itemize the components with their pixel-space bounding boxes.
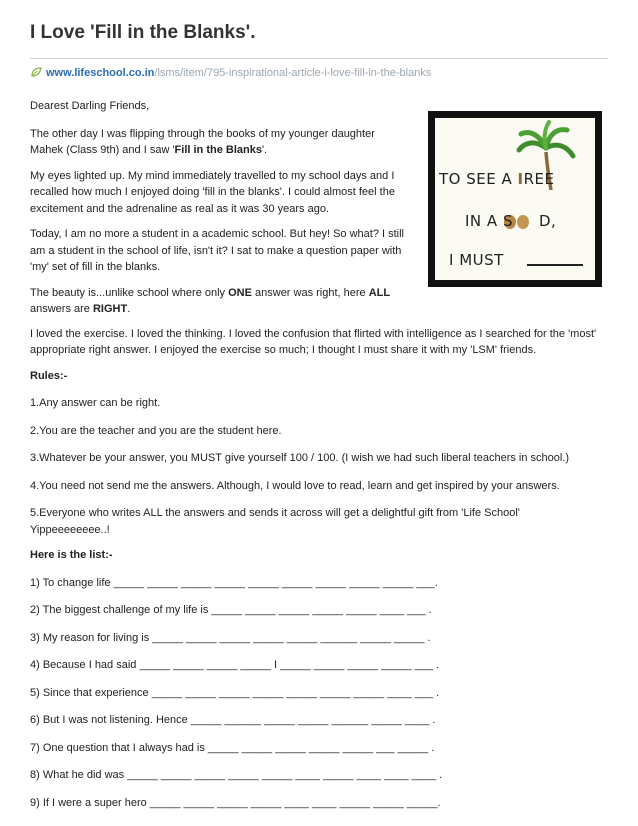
paragraph: My eyes lighted up. My mind immediately travelled to my school days and I recalled how much I enjoyed doing 'fill in the blanks'. I could almost feel the excitement and the adrenaline as real as it was 30 years ago. [30,169,395,215]
rules-heading: Rules:- [30,369,68,382]
image-text-line-2: IN A S D, [465,212,557,230]
blank-item: 6) But I was not listening. Hence _____ ______ _____ _____ ______ _____ ____ . [30,714,436,726]
blank-item: 4) Because I had said _____ _____ _____ _____ I _____ _____ _____ _____ ___ . [30,659,440,671]
page-title: I Love 'Fill in the Blanks'. [30,22,256,43]
list-heading: Here is the list:- [30,549,113,561]
rule-item: 3.Whatever be your answer, you MUST give yourself 100 / 100. (I wish we had such liberal teachers in school.) [30,452,570,464]
blank-item: 8) What he did was _____ _____ _____ _____ _____ ____ _____ ____ ____ ____ . [30,769,443,781]
greeting: Dearest Darling Friends, [30,100,150,112]
blank-item: 2) The biggest challenge of my life is _____ _____ _____ _____ _____ ____ ___ . [30,604,432,616]
image-text-line-3: I MUST [449,251,504,269]
rule-item: 1.Any answer can be right. [30,397,161,409]
paragraph: The beauty is...unlike school where only ONE answer was right, here ALL answers are RIGHT. [30,286,391,315]
paragraph: Today, I am no more a student in a academic school. But hey! So what? I still am a student in the school of life, isn't it? I sat to make a question paper with 'my' set of fill in the blanks. [30,228,404,273]
paragraph: The other day I was flipping through the books of my younger daughter Mahek (Class 9th) and I saw 'Fill in the Blanks'. [30,127,375,156]
url-path[interactable]: /lsms/item/795-inspirational-article-i-love-fill-in-the-blanks [154,67,432,79]
blank-item: 5) Since that experience _____ _____ _____ _____ _____ _____ _____ ____ ___ . [30,686,440,699]
blank-item: 7) One question that I always had is _____ _____ _____ _____ _____ ___ _____ . [30,741,435,754]
blank-item: 1) To change life _____ _____ _____ _____ _____ _____ _____ _____ _____ ___. [30,576,438,589]
blank-item: 3) My reason for living is _____ _____ _____ _____ _____ ______ _____ _____ . [30,631,431,644]
rule-item: 4.You need not send me the answers. Although, I would love to read, learn and get inspired by your answers. [30,479,560,492]
url-host[interactable]: www.lifeschool.co.in [46,67,155,79]
blank-item: 9) If I were a super hero _____ _____ _____ _____ ____ ____ _____ _____ _____. [30,796,441,809]
leaf-icon [30,66,42,78]
article-body [30,98,608,811]
paragraph: I loved the exercise. I loved the thinking. I loved the confusion that flirted with intelligence as I searched for the 'most' appropriate right answer. I enjoyed the exercise so much; I thought I must share it with my 'LSM' friends. [30,327,597,356]
rule-item: 2.You are the teacher and you are the student here. [30,424,282,437]
rule-item: 5.Everyone who writes ALL the answers and sends it across will get a delightful gift from 'Life School' Yippeeeeeeee..! [30,507,520,536]
image-text-line-1: TO SEE A IREE [439,170,555,188]
title-divider [30,58,608,59]
source-url[interactable] [30,66,431,79]
